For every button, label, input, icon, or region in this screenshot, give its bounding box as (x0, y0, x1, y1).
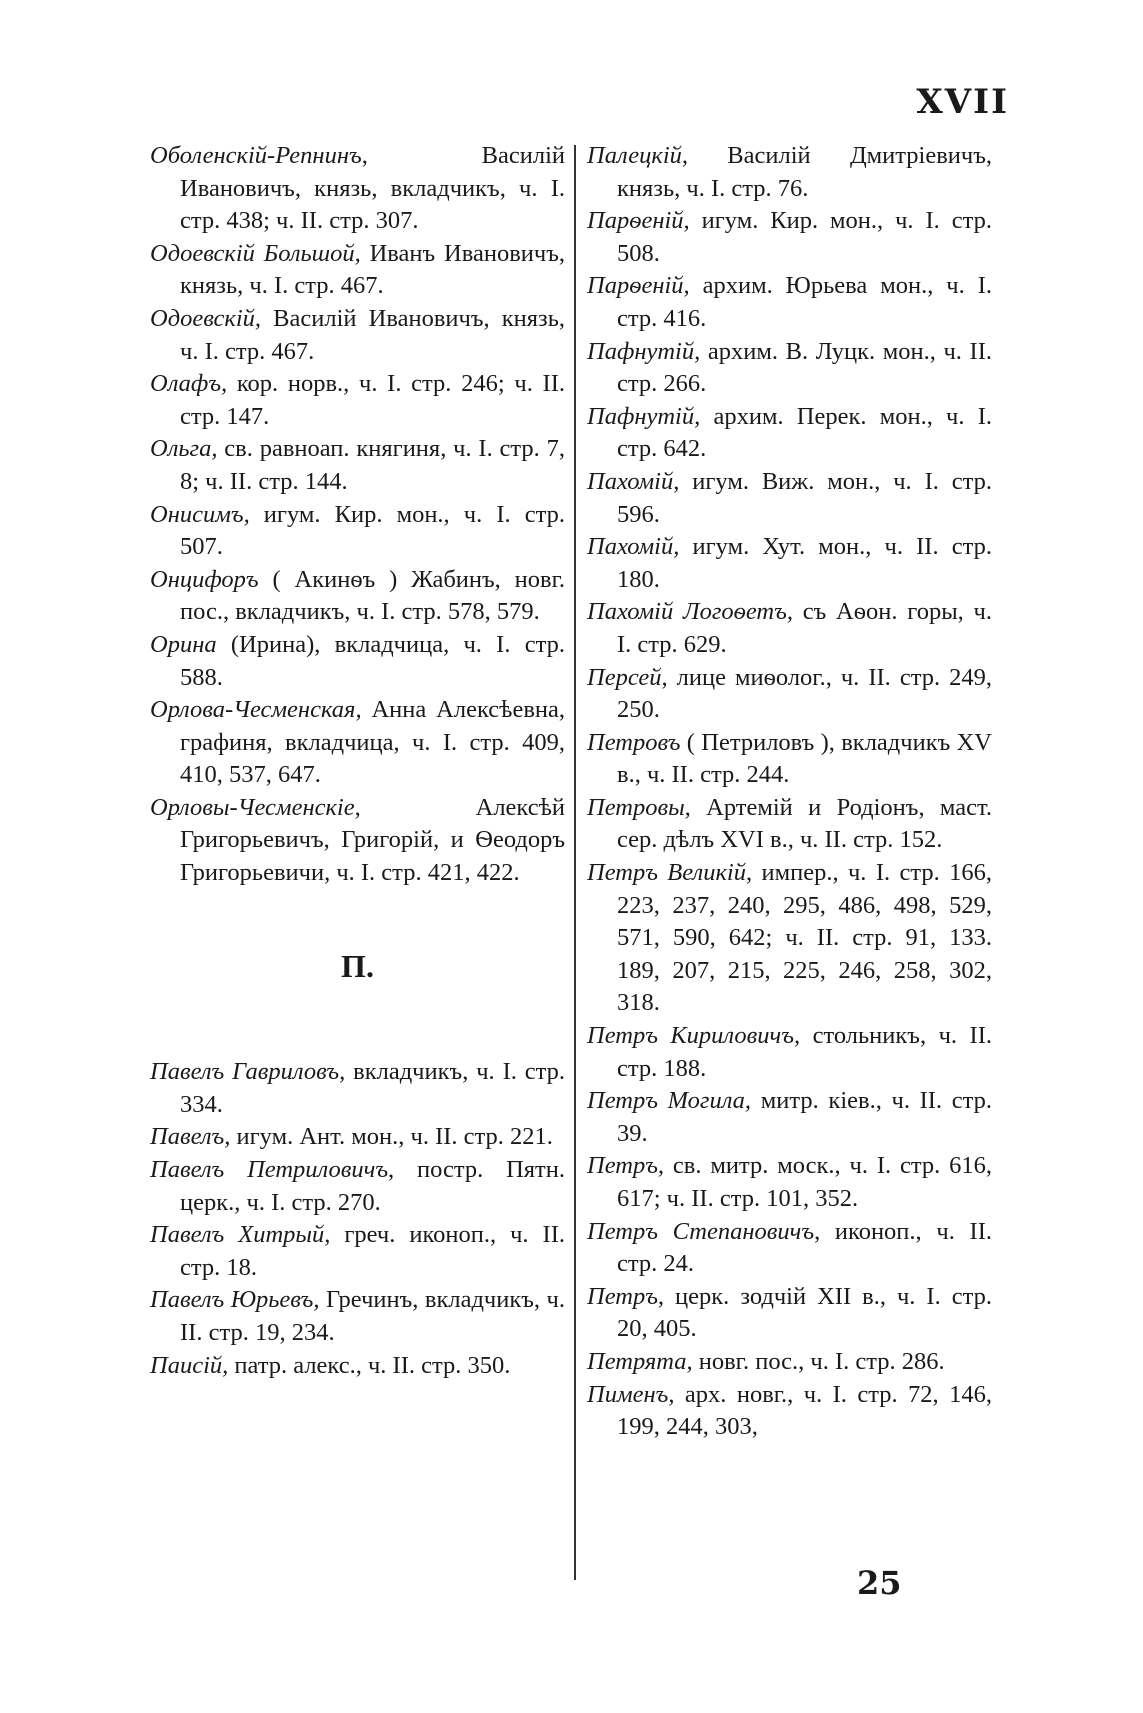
index-entry (150, 1350, 565, 1383)
entry-name: Орловы-Чесменскіе (150, 793, 355, 821)
entry-name: Пафнутій, (587, 337, 701, 365)
entry-name: Пименъ, (587, 1380, 675, 1408)
entry-name: Онисимъ, (150, 500, 250, 528)
index-entry (150, 499, 565, 564)
entry-details: св. равноап. княгиня, ч. I. стр. 7, 8; ч. II. стр. 144. (180, 435, 565, 495)
entry-details: , постр. Пятн. церк., ч. I. стр. 270. (180, 1156, 565, 1216)
entry-details: игум. Виж. мон., ч. I. стр. 596. (617, 467, 992, 528)
entry-details: архим. Юрьева мон., ч. I. стр. 416. (617, 272, 992, 332)
entry-name: Орина (150, 630, 217, 658)
entry-details: церк. зодчій XII в., ч. I. стр. 20, 405. (617, 1282, 992, 1343)
index-entry (587, 531, 992, 596)
left-column (150, 140, 565, 1382)
entry-details: арх. новг., ч. I. стр. 72, 146, 199, 244, 303, (617, 1380, 992, 1441)
index-entry (587, 1216, 992, 1281)
entry-name: Павелъ, (150, 1123, 231, 1151)
index-entry (587, 596, 992, 661)
index-entry (587, 401, 992, 466)
entry-name: Оболенскій-Репнинъ (150, 142, 362, 169)
entry-details: (Ирина), вкладчица, ч. I. стр. 588. (180, 630, 565, 691)
index-entry (587, 1346, 992, 1379)
index-entry (587, 205, 992, 270)
entries-list-o (150, 140, 565, 890)
entry-name: Петръ, (587, 1282, 665, 1310)
entry-details: лице миѳолог., ч. II. стр. 249, 250. (617, 663, 992, 724)
entry-name: Одоевскій, (150, 304, 262, 332)
index-entry (150, 140, 565, 238)
index-entry (587, 662, 992, 727)
entry-name: Орлова-Чесменская, (150, 696, 362, 724)
entry-name: Палецкій, (587, 142, 689, 169)
page-roman-numeral: XVII (916, 82, 1009, 122)
entry-details: игум. Кир. мон., ч. I. стр. 507. (180, 500, 565, 561)
entry-name: Петръ, (587, 1152, 665, 1180)
index-entry (587, 270, 992, 335)
entry-details: Артемій и Родіонъ, маст. сер. дѣлъ XVI в., ч. II. стр. 152. (617, 793, 992, 854)
entry-name: Петръ Могила, (587, 1087, 752, 1115)
entry-details: ( Акинѳъ ) Жабинъ, новг. пос., вкладчикъ, ч. I. стр. 578, 579. (180, 565, 565, 626)
entry-name: Петръ Великій (587, 859, 746, 887)
entry-details: Гречинъ, вкладчикъ, ч. II. стр. 19, 234. (180, 1286, 565, 1346)
entry-name: Петрята, (587, 1347, 693, 1375)
entry-details: игум. Ант. мон., ч. II. стр. 221. (230, 1123, 553, 1151)
entry-details: съ Аѳон. горы, ч. I. стр. 629. (617, 598, 992, 658)
entry-name: Пафнутій, (587, 402, 701, 430)
entry-name: Петръ Кириловичъ, (587, 1022, 801, 1050)
entry-details: игум. Кир. мон., ч. I. стр. 508. (617, 207, 992, 267)
entry-details: архим. В. Луцк. мон., ч. II. стр. 266. (617, 337, 992, 398)
entries-list-p (150, 1056, 565, 1382)
entry-name: Одоевскій Большой, (150, 239, 361, 267)
index-entry (587, 1020, 992, 1085)
index-entry (587, 857, 992, 1020)
entry-details: митр. кіев., ч. II. стр. 39. (617, 1087, 992, 1147)
index-entry (150, 433, 565, 498)
right-column (587, 140, 992, 1444)
entry-details: игум. Хут. мон., ч. II. стр. 180. (617, 533, 992, 593)
entry-details: Иванъ Ивановичъ, князь, ч. I. стр. 467. (180, 239, 565, 300)
entry-name: Павелъ Гавриловъ, (150, 1058, 346, 1086)
entry-details: Василій Ивановичъ, князь, ч. I. стр. 467. (180, 304, 565, 365)
entry-name: Павелъ Петриловичъ (150, 1156, 389, 1184)
entry-name: Олафъ, (150, 370, 228, 398)
entry-details: св. митр. моск., ч. I. стр. 616, 617; ч. II. стр. 101, 352. (617, 1152, 992, 1212)
entry-details: Анна Алексѣевна, графиня, вкладчица, ч. I. стр. 409, 410, 537, 647. (180, 696, 565, 789)
entry-name: Петровы, (587, 793, 691, 821)
entry-details: кор. норв., ч. I. стр. 246; ч. II. стр. 147. (180, 370, 565, 430)
section-letter-heading: П. (341, 947, 374, 984)
entry-details: стольникъ, ч. II. стр. 188. (617, 1022, 992, 1082)
index-entry (150, 564, 565, 629)
index-entry (587, 466, 992, 531)
index-entry (587, 1085, 992, 1150)
entry-name: Онцифоръ (150, 565, 259, 593)
entry-details: греч. иконоп., ч. II. стр. 18. (180, 1221, 565, 1281)
index-entry (150, 1056, 565, 1121)
entries-list-p-continued (587, 140, 992, 1444)
index-entry (150, 629, 565, 694)
entry-name: Пахомій, (587, 467, 680, 495)
entry-name: Ольга, (150, 435, 218, 463)
index-entry (587, 140, 992, 205)
entry-details: патр. алекс., ч. II. стр. 350. (228, 1351, 511, 1379)
index-entry (587, 1281, 992, 1346)
index-entry (150, 303, 565, 368)
index-entry (150, 792, 565, 890)
entry-name: Петръ Степановичъ (587, 1217, 815, 1245)
entry-name: Паисій, (150, 1351, 229, 1379)
entry-details: , Алексѣй Григорьевичъ, Григорій, и Ѳеодоръ Григорьевичи, ч. I. стр. 421, 422. (180, 793, 565, 887)
entry-name: Парѳеній, (587, 207, 690, 235)
index-entry (150, 238, 565, 303)
column-divider (574, 145, 576, 1580)
index-entry (150, 694, 565, 792)
entry-details: , импер., ч. I. стр. 166, 223, 237, 240, 295, 486, 498, 529, 571, 590, 642; ч. II. стр. 91, 133. 189, 207, 215, 225, 246, 258, 302, 318. (617, 859, 992, 1017)
index-entry (587, 792, 992, 857)
entry-details: вкладчикъ, ч. I. стр. 334. (180, 1058, 566, 1118)
index-entry (587, 727, 992, 792)
index-entry (150, 1284, 565, 1349)
entry-details: архим. Перек. мон., ч. I. стр. 642. (617, 402, 992, 463)
entry-details: , Василій Ивановичъ, князь, вкладчикъ, ч. I. стр. 438; ч. II. стр. 307. (180, 142, 565, 235)
index-entry (150, 1121, 565, 1154)
index-entry (150, 1154, 565, 1219)
index-entry (587, 1379, 992, 1444)
entry-name: Пахомій Логоѳетъ, (587, 598, 793, 626)
entry-details: новг. пос., ч. I. стр. 286. (692, 1347, 945, 1375)
index-entry (150, 368, 565, 433)
entry-name: Парѳеній, (587, 272, 690, 300)
index-entry (587, 336, 992, 401)
entry-details: , иконоп., ч. II. стр. 24. (617, 1217, 992, 1278)
entry-name: Павелъ Хитрый, (150, 1221, 331, 1249)
entry-name: Персей, (587, 663, 668, 691)
index-entry (150, 1219, 565, 1284)
entry-name: Павелъ Юрьевъ, (150, 1286, 320, 1314)
page-number: 25 (857, 1564, 902, 1602)
entry-details: ( Петриловъ ), вкладчикъ XV в., ч. II. стр. 244. (617, 728, 992, 789)
entry-details: Василій Дмитріевичъ, князь, ч. I. стр. 76. (617, 142, 992, 202)
entry-name: Петровъ (587, 728, 681, 756)
index-entry (587, 1150, 992, 1215)
entry-name: Пахомій, (587, 533, 680, 561)
